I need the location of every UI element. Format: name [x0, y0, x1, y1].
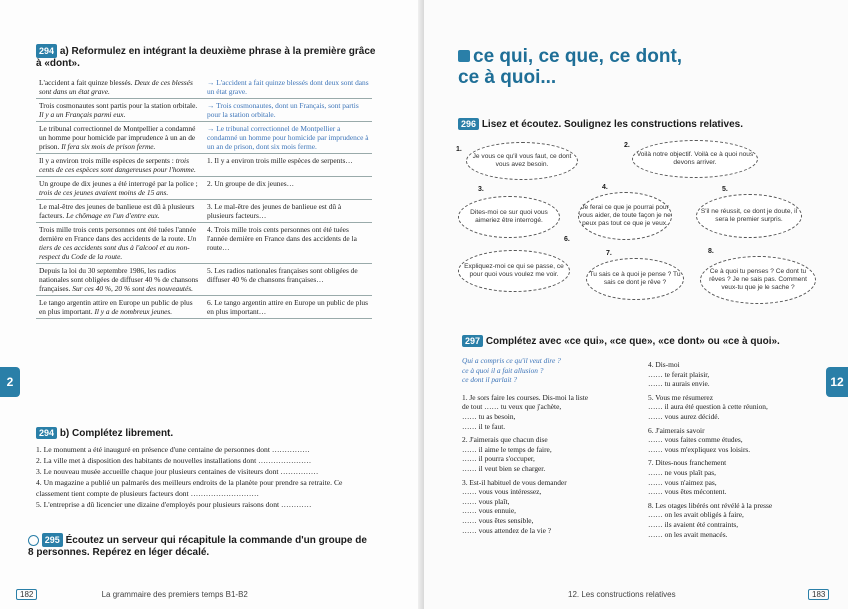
- page-number: 183: [808, 589, 829, 600]
- exercise-line: 5. Vous me résumerez: [648, 392, 713, 402]
- exercise-297-heading: [462, 335, 780, 347]
- list-item: 5. L'entreprise a dû licencier une dizaine d'employés pour plusieurs raisons dont …………: [36, 500, 312, 509]
- footer-left: [16, 590, 248, 599]
- exercise-294a-heading: [36, 44, 376, 70]
- exercise-line: …… tu aurais envie.: [648, 379, 710, 389]
- chapter-tab: 2: [0, 367, 20, 397]
- exercise-number: 296: [458, 118, 479, 130]
- exercise-line: 4. Dis-moi: [648, 360, 680, 369]
- title-bullet-icon: [458, 50, 470, 62]
- answer-cell: 5. Les radios nationales françaises sont obligées de diffuser 40 % de chansons françaises…: [204, 264, 372, 296]
- answer-cell: 6. Le tango argentin attire en Europe un public de plus en plus important…: [204, 296, 372, 319]
- answer-cell: → Le tribunal correctionnel de Montpellier a condamné un homme pour homicide par imprudence à un an de prison, dont six mois ferme.: [204, 122, 372, 154]
- answer-cell: 1. Il y a environ trois mille espèces de serpents…: [204, 154, 372, 177]
- exercise-line: …… tu as besoin,: [462, 411, 516, 421]
- answer-cell: 3. Le mal-être des jeunes de banlieue est dû à plusieurs facteurs…: [204, 200, 372, 223]
- sentence-cell: [36, 177, 204, 200]
- list-item: 2. La ville met à disposition des habitants de nouvelles installations dont …………………: [36, 456, 312, 465]
- exercise-number: 294: [36, 44, 57, 58]
- title-line-1: ce qui, ce que, ce dont,: [473, 46, 683, 67]
- exercise-line: 3. Est-il habituel de vous demander: [462, 477, 567, 487]
- exercise-line: de tout …… tu veux que j'achète,: [462, 402, 562, 412]
- exercise-line: …… vous vous intéressez,: [462, 487, 542, 497]
- title-line-2: ce à quoi...: [458, 67, 557, 88]
- table-row: [36, 122, 372, 154]
- sentence-italic: trois de ces jeunes avaient moins de 15 ans.: [39, 188, 169, 197]
- exercise-title: b) Complétez librement.: [59, 428, 174, 439]
- bubble-number: 7.: [606, 250, 612, 257]
- chapter-tab: 12: [826, 367, 848, 397]
- exercise-number: 295: [42, 533, 63, 547]
- book-title: La grammaire des premiers temps B1-B2: [101, 590, 248, 599]
- answer-cell: 4. Trois mille trois cents personnes ont été tuées l'année dernière en France dans des accidents de la route…: [204, 223, 372, 264]
- bubble-number: 8.: [708, 248, 714, 255]
- page-number: 182: [16, 589, 37, 600]
- exercise-line: 6. J'aimerais savoir: [648, 425, 705, 435]
- sentence-cell: [36, 200, 204, 223]
- sentence-italic: Deux de ces blessés sont dans un état grave.: [39, 78, 193, 96]
- speech-bubble: Expliquez-moi ce qui se passe, ce pour quoi vous voulez me voir.: [458, 250, 570, 292]
- speech-bubble: S'il ne réussit, ce dont je doute, il sera le premier surpris.: [696, 194, 802, 238]
- exercise-line: …… il pourra s'occuper,: [462, 454, 535, 464]
- example-line: ce à quoi il a fait allusion ?: [462, 365, 544, 375]
- exercise-title: Complétez avec «ce qui», «ce que», «ce dont» ou «ce à quoi».: [485, 336, 780, 347]
- bubble-number: 3.: [478, 186, 484, 193]
- list-item: 3. Le nouveau musée accueille chaque jour plusieurs centaines de visiteurs dont ……………: [36, 467, 319, 476]
- exercise-line: …… il veut bien se charger.: [462, 463, 546, 473]
- exercise-line: 2. J'aimerais que chacun dise: [462, 435, 548, 445]
- table-row: [36, 154, 372, 177]
- bubble-number: 2.: [624, 142, 630, 149]
- footer-right-number: [808, 590, 829, 599]
- exercise-297-right-column: [648, 356, 813, 539]
- chapter-title: [458, 46, 682, 88]
- exercise-line: …… te ferait plaisir,: [648, 369, 710, 379]
- table-row: [36, 223, 372, 264]
- sentence-cell: [36, 154, 204, 177]
- exercise-line: …… il aura été question à cette réunion,: [648, 402, 768, 412]
- exercise-line: …… vous aurez décidé.: [648, 411, 720, 421]
- sentence-italic: Un tiers de ces accidents sont dus à l'alcool et au non-respect du Code de la route.: [39, 234, 197, 261]
- sentence-text: Depuis la loi du 30 septembre 1986, les radios nationales sont obligées de diffuser 40 % de chansons françaises.: [39, 266, 199, 293]
- exercise-294a-table: [36, 76, 372, 319]
- sentence-italic: Sur ces 40 %, 20 % sont des nouveautés.: [72, 284, 193, 293]
- exercise-line: …… vous attendez de la vie ?: [462, 525, 552, 535]
- sentence-text: Un groupe de dix jeunes a été interrogé par la police ;: [39, 179, 198, 188]
- exercise-294b-list: [36, 444, 376, 510]
- exercise-296-heading: [458, 118, 743, 130]
- exercise-line: …… vous plaît,: [462, 496, 510, 506]
- exercise-line: …… on les avait menacés.: [648, 529, 728, 539]
- exercise-line: …… ils avaient été contraints,: [648, 519, 739, 529]
- sentence-cell: [36, 76, 204, 99]
- exercise-title: a) Reformulez en intégrant la deuxième phrase à la première grâce à «dont».: [36, 46, 376, 69]
- sentence-text: Le tribunal correctionnel de Montpellier a condamné un homme pour homicide par imprudence à un an de prison.: [39, 124, 196, 151]
- list-item: 1. Le monument a été inauguré en présence d'une centaine de personnes dont ……………: [36, 445, 310, 454]
- sentence-italic: Le chômage en l'un d'entre eux.: [66, 211, 160, 220]
- speech-bubble: Je ferai ce que je pourrai pour vous aider, de toute façon je ne peux pas tout ce que je veux.: [578, 192, 672, 240]
- sentence-text: Trois cosmonautes sont partis pour la station orbitale.: [39, 101, 198, 110]
- example-line: Qui a compris ce qu'il veut dire ?: [462, 356, 561, 365]
- speech-bubble: Je vous ce qu'il vous faut, ce dont vous avez besoin.: [466, 142, 578, 180]
- bubble-number: 5.: [722, 186, 728, 193]
- sentence-cell: [36, 296, 204, 319]
- answer-cell: 2. Un groupe de dix jeunes…: [204, 177, 372, 200]
- speech-bubble: Dites-moi ce sur quoi vous aimeriez être interrogé.: [458, 196, 560, 238]
- sentence-text: Trois mille trois cents personnes ont été tuées l'année dernière en France dans des accidents de la route.: [39, 225, 197, 243]
- exercise-294b-heading: [36, 427, 173, 439]
- speech-bubble: Voilà notre objectif. Voilà ce à quoi nous devons arriver.: [632, 140, 758, 178]
- exercise-line: …… ne vous plaît pas,: [648, 467, 716, 477]
- exercise-295-heading: [28, 533, 373, 559]
- exercise-297-left-column: [462, 356, 627, 535]
- table-row: [36, 177, 372, 200]
- table-row: [36, 76, 372, 99]
- sentence-cell: [36, 122, 204, 154]
- sentence-italic: Il y a de nombreux jeunes.: [94, 307, 173, 316]
- exercise-number: 297: [462, 335, 483, 347]
- table-row: [36, 99, 372, 122]
- speech-bubble: Tu sais ce à quoi je pense ? Tu sais ce dont je rêve ?: [586, 258, 684, 300]
- exercise-line: …… il aime le temps de faire,: [462, 444, 552, 454]
- exercise-line: 7. Dites-nous franchement: [648, 458, 727, 468]
- exercise-title: Écoutez un serveur qui récapitule la commande d'un groupe de 8 personnes. Repérez en léger décalé.: [28, 535, 367, 558]
- sentence-cell: [36, 223, 204, 264]
- exercise-line: …… vous n'aimez pas,: [648, 477, 717, 487]
- exercise-line: …… vous ennuie,: [462, 506, 516, 516]
- table-row: [36, 296, 372, 319]
- sentence-text: Le tango argentin attire en Europe un public de plus en plus important.: [39, 298, 193, 316]
- speech-bubble: Ce à quoi tu penses ? Ce dont tu rêves ? Je ne sais pas. Comment veux-tu que je le sache ?: [700, 256, 816, 304]
- sentence-text: Le mal-être des jeunes de banlieue est dû à plusieurs facteurs.: [39, 202, 195, 220]
- exercise-line: …… il te faut.: [462, 421, 506, 431]
- exercise-line: …… vous êtes mécontent.: [648, 487, 727, 497]
- table-row: [36, 200, 372, 223]
- audio-icon: [28, 535, 39, 546]
- footer-right: [568, 590, 676, 599]
- exercise-line: …… vous êtes sensible,: [462, 515, 534, 525]
- exercise-line: 8. Les otages libérés ont révélé à la presse: [648, 500, 773, 510]
- exercise-line: …… vous faites comme études,: [648, 435, 743, 445]
- example-line: ce dont il parlait ?: [462, 375, 518, 385]
- sentence-italic: trois cents de ces espèces sont dangereuses pour l'homme.: [39, 156, 196, 174]
- bubble-number: 4.: [602, 184, 608, 191]
- sentence-text: Il y a environ trois mille espèces de serpents :: [39, 156, 176, 165]
- exercise-line: 1. Je sors faire les courses. Dis-moi la liste: [462, 392, 589, 402]
- exercise-line: …… vous m'expliquez vos loisirs.: [648, 444, 751, 454]
- sentence-italic: Il y a un Français parmi eux.: [39, 110, 126, 119]
- exercise-number: 294: [36, 427, 57, 439]
- sentence-italic: Il fera six mois de prison ferme.: [61, 142, 156, 151]
- answer-cell: → L'accident a fait quinze blessés dont deux sont dans un état grave.: [204, 76, 372, 99]
- bubble-number: 1.: [456, 146, 462, 153]
- sentence-text: L'accident a fait quinze blessés.: [39, 78, 135, 87]
- chapter-name: 12. Les constructions relatives: [568, 590, 676, 599]
- answer-cell: → Trois cosmonautes, dont un Français, sont partis pour la station orbitale.: [204, 99, 372, 122]
- list-item: 4. Un magazine a publié un palmarès des meilleurs endroits de la planète pour prendre sa retraite. Ce classement tient compte de plusieurs facteurs dont ………………………: [36, 478, 343, 498]
- exercise-line: …… on les avait obligés à faire,: [648, 510, 744, 520]
- table-row: [36, 264, 372, 296]
- sentence-cell: [36, 99, 204, 122]
- exercise-title: Lisez et écoutez. Soulignez les constructions relatives.: [481, 119, 743, 130]
- sentence-cell: [36, 264, 204, 296]
- bubble-number: 6.: [564, 236, 570, 243]
